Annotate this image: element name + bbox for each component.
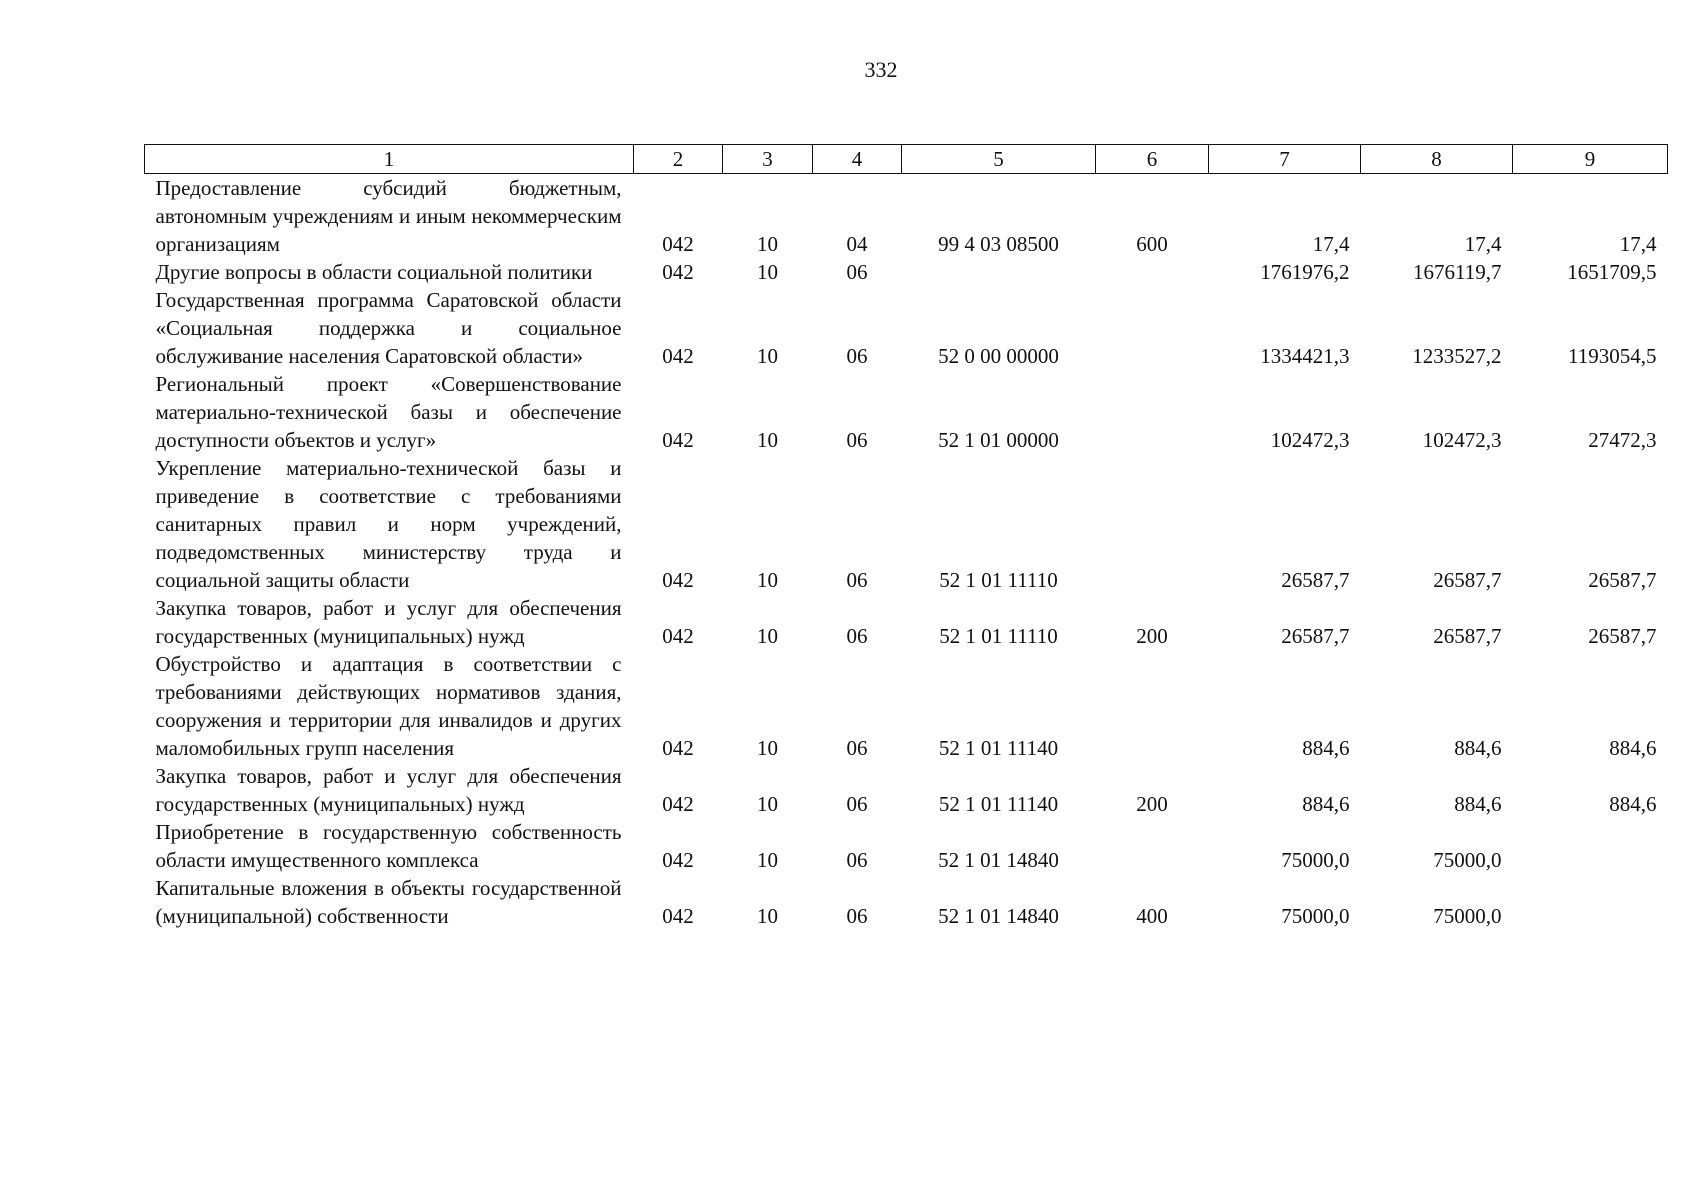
cell-amount-7: 102472,3 bbox=[1270, 428, 1350, 452]
cell-amount-7: 1334421,3 bbox=[1260, 344, 1350, 368]
cell-amount-9: 1193054,5 bbox=[1568, 344, 1657, 368]
cell-target-article: 52 1 01 00000 bbox=[938, 428, 1059, 452]
table-row bbox=[145, 454, 1668, 594]
cell-target-article: 52 1 01 11110 bbox=[939, 624, 1058, 648]
cell-amount-7: 75000,0 bbox=[1281, 904, 1350, 928]
cell-ministry-code: 042 bbox=[662, 344, 694, 368]
cell-expense-type bbox=[1096, 454, 1209, 594]
cell-section: 10 bbox=[757, 428, 778, 452]
cell-ministry-code: 042 bbox=[662, 568, 694, 592]
cell-amount-9 bbox=[1513, 818, 1668, 874]
cell-expense-type: 200 bbox=[1136, 792, 1168, 816]
table-row bbox=[145, 286, 1668, 370]
column-header-8: 8 bbox=[1361, 145, 1513, 174]
column-header-3: 3 bbox=[723, 145, 813, 174]
cell-section: 10 bbox=[757, 232, 778, 256]
cell-subsection: 06 bbox=[846, 736, 868, 760]
cell-subsection: 06 bbox=[846, 260, 868, 284]
cell-amount-9: 884,6 bbox=[1609, 736, 1657, 760]
row-name: Обустройство и адаптация в соответствии с требованиями действующих нормативов здания, сооружения и территории для инвалидов и других маломобильных групп населения bbox=[155, 652, 622, 760]
cell-target-article bbox=[902, 258, 1096, 286]
row-name: Государственная программа Саратовской области «Социальная поддержка и социальное обслуживание населения Саратовской области» bbox=[155, 288, 622, 368]
cell-target-article: 52 1 01 11110 bbox=[939, 568, 1058, 592]
column-header-2: 2 bbox=[634, 145, 723, 174]
row-name: Другие вопросы в области социальной политики bbox=[155, 260, 593, 284]
cell-section: 10 bbox=[757, 344, 778, 368]
cell-section: 10 bbox=[757, 792, 778, 816]
cell-subsection: 06 bbox=[846, 792, 868, 816]
cell-expense-type: 400 bbox=[1136, 904, 1168, 928]
cell-section: 10 bbox=[757, 848, 778, 872]
column-header-4: 4 bbox=[813, 145, 902, 174]
cell-ministry-code: 042 bbox=[662, 232, 694, 256]
cell-amount-8: 75000,0 bbox=[1433, 848, 1502, 872]
cell-target-article: 52 1 01 11140 bbox=[938, 736, 1059, 760]
column-header-5: 5 bbox=[902, 145, 1096, 174]
budget-table bbox=[144, 144, 1668, 930]
cell-expense-type bbox=[1096, 650, 1209, 762]
cell-amount-7: 26587,7 bbox=[1281, 624, 1350, 648]
cell-amount-9 bbox=[1513, 874, 1668, 930]
cell-amount-8: 102472,3 bbox=[1422, 428, 1502, 452]
cell-amount-7: 1761976,2 bbox=[1260, 260, 1350, 284]
cell-amount-7: 26587,7 bbox=[1281, 568, 1350, 592]
cell-ministry-code: 042 bbox=[662, 736, 694, 760]
cell-ministry-code: 042 bbox=[662, 848, 694, 872]
table-row bbox=[145, 174, 1668, 259]
cell-target-article: 52 1 01 14840 bbox=[938, 904, 1059, 928]
cell-ministry-code: 042 bbox=[662, 624, 694, 648]
cell-subsection: 06 bbox=[846, 428, 868, 452]
cell-amount-8: 1233527,2 bbox=[1412, 344, 1502, 368]
cell-amount-8: 26587,7 bbox=[1433, 568, 1502, 592]
cell-amount-8: 26587,7 bbox=[1433, 624, 1502, 648]
cell-amount-8: 884,6 bbox=[1454, 792, 1502, 816]
cell-section: 10 bbox=[757, 624, 778, 648]
cell-amount-8: 17,4 bbox=[1464, 232, 1502, 256]
cell-target-article: 52 0 00 00000 bbox=[938, 344, 1059, 368]
row-name: Предоставление субсидий бюджетным, автономным учреждениям и иным некоммерческим организациям bbox=[155, 176, 622, 256]
cell-expense-type bbox=[1096, 286, 1209, 370]
cell-amount-8: 75000,0 bbox=[1433, 904, 1502, 928]
column-header-9: 9 bbox=[1513, 145, 1668, 174]
table-header-row bbox=[145, 145, 1668, 174]
cell-amount-9: 27472,3 bbox=[1588, 428, 1657, 452]
cell-subsection: 04 bbox=[846, 232, 868, 256]
column-header-6: 6 bbox=[1096, 145, 1209, 174]
cell-section: 10 bbox=[757, 904, 778, 928]
row-name: Приобретение в государственную собственность области имущественного комплекса bbox=[155, 820, 622, 872]
table-row bbox=[145, 650, 1668, 762]
cell-amount-9: 17,4 bbox=[1619, 232, 1657, 256]
row-name: Региональный проект «Совершенствование материально-технической базы и обеспечение доступности объектов и услуг» bbox=[155, 372, 622, 452]
cell-target-article: 52 1 01 11140 bbox=[938, 792, 1059, 816]
cell-amount-9: 26587,7 bbox=[1588, 624, 1657, 648]
row-name: Капитальные вложения в объекты государственной (муниципальной) собственности bbox=[155, 876, 622, 928]
cell-amount-9: 26587,7 bbox=[1588, 568, 1657, 592]
cell-target-article: 52 1 01 14840 bbox=[938, 848, 1059, 872]
cell-amount-8: 884,6 bbox=[1454, 736, 1502, 760]
cell-expense-type bbox=[1096, 818, 1209, 874]
cell-amount-7: 884,6 bbox=[1302, 792, 1350, 816]
cell-section: 10 bbox=[757, 260, 778, 284]
row-name: Укрепление материально-технической базы и приведение в соответствие с требованиями санитарных правил и норм учреждений, подведомственных министерству труда и социальной защиты области bbox=[155, 456, 622, 592]
table-row bbox=[145, 874, 1668, 930]
table-row bbox=[145, 258, 1668, 286]
row-name: Закупка товаров, работ и услуг для обеспечения государственных (муниципальных) нужд bbox=[155, 764, 622, 816]
cell-ministry-code: 042 bbox=[662, 428, 694, 452]
table-row bbox=[145, 818, 1668, 874]
column-header-1: 1 bbox=[145, 145, 634, 174]
cell-amount-9: 1651709,5 bbox=[1567, 260, 1657, 284]
column-header-7: 7 bbox=[1209, 145, 1361, 174]
cell-ministry-code: 042 bbox=[662, 260, 694, 284]
cell-expense-type bbox=[1096, 258, 1209, 286]
cell-subsection: 06 bbox=[846, 848, 868, 872]
cell-target-article: 99 4 03 08500 bbox=[938, 232, 1059, 256]
cell-amount-9: 884,6 bbox=[1609, 792, 1657, 816]
cell-subsection: 06 bbox=[846, 904, 868, 928]
row-name: Закупка товаров, работ и услуг для обеспечения государственных (муниципальных) нужд bbox=[155, 596, 622, 648]
cell-section: 10 bbox=[757, 736, 778, 760]
cell-amount-7: 75000,0 bbox=[1281, 848, 1350, 872]
cell-expense-type: 600 bbox=[1136, 232, 1168, 256]
page-number: 332 bbox=[864, 57, 898, 82]
cell-section: 10 bbox=[757, 568, 778, 592]
table-row bbox=[145, 762, 1668, 818]
cell-amount-7: 17,4 bbox=[1312, 232, 1350, 256]
cell-amount-8: 1676119,7 bbox=[1413, 260, 1502, 284]
cell-subsection: 06 bbox=[846, 344, 868, 368]
cell-ministry-code: 042 bbox=[662, 904, 694, 928]
cell-amount-7: 884,6 bbox=[1302, 736, 1350, 760]
cell-expense-type bbox=[1096, 370, 1209, 454]
cell-subsection: 06 bbox=[846, 568, 868, 592]
cell-subsection: 06 bbox=[846, 624, 868, 648]
table-row bbox=[145, 594, 1668, 650]
cell-expense-type: 200 bbox=[1136, 624, 1168, 648]
cell-ministry-code: 042 bbox=[662, 792, 694, 816]
table-row bbox=[145, 370, 1668, 454]
